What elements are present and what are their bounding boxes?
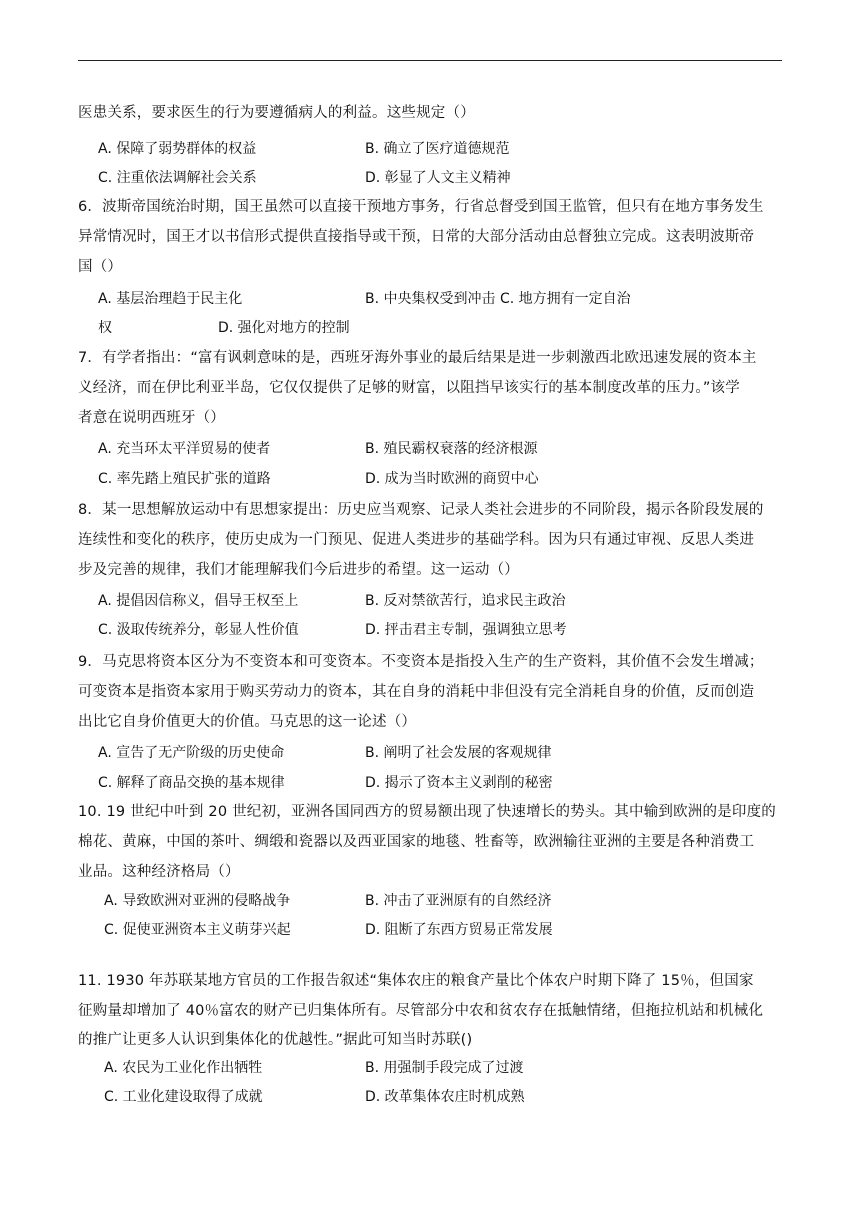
q7-option-c[interactable]: C. 率先踏上殖民扩张的道路 — [98, 471, 271, 487]
q9-option-a[interactable]: A. 宣告了无产阶级的历史使命 — [98, 745, 285, 761]
q8-option-a[interactable]: A. 提倡因信称义，倡导王权至上 — [98, 593, 299, 609]
q6-stem-line-3: 国（） — [78, 259, 123, 275]
q9-stem-line-3: 出比它自身价值更大的价值。马克思的这一论述（） — [78, 714, 417, 730]
q9-option-b[interactable]: B. 阐明了社会发展的客观规律 — [365, 745, 552, 761]
q10-option-b[interactable]: B. 冲击了亚洲原有的自然经济 — [365, 893, 552, 909]
q10-stem-line-2: 棉花、黄麻，中国的茶叶、绸缎和瓷器以及西亚国家的地毯、牲畜等，欧洲输往亚洲的主要是各种消费工 — [78, 834, 755, 850]
q7-option-b[interactable]: B. 殖民霸权衰落的经济根源 — [365, 441, 538, 457]
q10-option-a[interactable]: A. 导致欧洲对亚洲的侵略战争 — [104, 893, 291, 909]
q7-stem-line-2: 义经济，而在伊比利亚半岛，它仅仅提供了足够的财富，以阻挡早该实行的基本制度改革的压力。”该学 — [78, 380, 740, 396]
q8-stem-line-3: 步及完善的规律，我们才能理解我们今后进步的希望。这一运动（） — [78, 562, 519, 578]
q7-stem-line-3: 者意在说明西班牙（） — [78, 410, 225, 426]
q6-stem-line-2: 异常情况时，国王才以书信形式提供直接指导或干预，日常的大部分活动由总督独立完成。这表明波斯帝 — [78, 229, 755, 245]
q9-stem-line-1: 9．马克思将资本区分为不变资本和可变资本。不变资本是指投入生产的生产资料，其价值不会发生增减； — [78, 654, 764, 670]
q8-stem-line-1: 8．某一思想解放运动中有思想家提出：历史应当观察、记录人类社会进步的不同阶段，揭示各阶段发展的 — [78, 502, 764, 518]
q8-option-c[interactable]: C. 汲取传统养分，彰显人性价值 — [98, 622, 299, 638]
q10-stem-line-1: 10. 19 世纪中叶到 20 世纪初，亚洲各国同西方的贸易额出现了快速增长的势头。其中输到欧洲的是印度的 — [78, 804, 776, 820]
q11-option-b[interactable]: B. 用强制手段完成了过渡 — [365, 1060, 524, 1076]
q9-option-c[interactable]: C. 解释了商品交换的基本规律 — [98, 775, 285, 791]
q5-option-b[interactable]: B. 确立了医疗道德规范 — [365, 141, 510, 157]
q11-stem-line-1: 11. 1930 年苏联某地方官员的工作报告叙述“集体农庄的粮食产量比个体农户时期下降了 15％，但国家 — [78, 973, 754, 989]
q7-stem-line-1: 7．有学者指出：“富有讽刺意味的是，西班牙海外事业的最后结果是进一步刺激西北欧迅速发展的资本主 — [78, 350, 757, 366]
q10-stem-line-3: 业品。这种经济格局（） — [78, 864, 240, 880]
q10-option-c[interactable]: C. 促使亚洲资本主义萌芽兴起 — [104, 922, 291, 938]
q9-option-d[interactable]: D. 揭示了资本主义剥削的秘密 — [365, 775, 553, 791]
q5-option-d[interactable]: D. 彰显了人文主义精神 — [365, 170, 511, 186]
q7-option-a[interactable]: A. 充当环太平洋贸易的使者 — [98, 441, 271, 457]
q11-option-a[interactable]: A. 农民为工业化作出牺牲 — [104, 1060, 263, 1076]
q6-option-a[interactable]: A. 基层治理趋于民主化 — [98, 291, 243, 307]
q6-option-b-c[interactable]: B. 中央集权受到冲击 C. 地方拥有一定自治 — [365, 291, 631, 307]
q5-stem-line: 医患关系，要求医生的行为要遵循病人的利益。这些规定（） — [78, 105, 475, 121]
q6-option-d[interactable]: D. 强化对地方的控制 — [218, 320, 350, 336]
q11-option-c[interactable]: C. 工业化建设取得了成就 — [104, 1089, 263, 1105]
q5-option-c[interactable]: C. 注重依法调解社会关系 — [98, 170, 257, 186]
q11-option-d[interactable]: D. 改革集体农庄时机成熟 — [365, 1089, 525, 1105]
q8-option-b[interactable]: B. 反对禁欲苦行，追求民主政治 — [365, 593, 566, 609]
q11-stem-line-3: 的推广让更多人认识到集体化的优越性。”据此可知当时苏联() — [78, 1032, 473, 1048]
header-rule — [78, 60, 782, 61]
q9-stem-line-2: 可变资本是指资本家用于购买劳动力的资本，其在自身的消耗中非但没有完全消耗自身的价值，反而创造 — [78, 684, 755, 700]
q6-stem-line-1: 6．波斯帝国统治时期，国王虽然可以直接干预地方事务，行省总督受到国王监管，但只有在地方事务发生 — [78, 199, 764, 215]
q8-stem-line-2: 连续性和变化的秩序，使历史成为一门预见、促进人类进步的基础学科。因为只有通过审视、反思人类进 — [78, 532, 755, 548]
q10-option-d[interactable]: D. 阻断了东西方贸易正常发展 — [365, 922, 553, 938]
q8-option-d[interactable]: D. 抨击君主专制，强调独立思考 — [365, 622, 567, 638]
q5-option-a[interactable]: A. 保障了弱势群体的权益 — [98, 141, 257, 157]
q11-stem-line-2: 征购量却增加了 40％富农的财产已归集体所有。尽管部分中农和贫农存在抵触情绪，但拖拉机站和机械化 — [78, 1003, 764, 1019]
q7-option-d[interactable]: D. 成为当时欧洲的商贸中心 — [365, 471, 539, 487]
q6-option-c-wrap[interactable]: 权 — [98, 320, 112, 336]
